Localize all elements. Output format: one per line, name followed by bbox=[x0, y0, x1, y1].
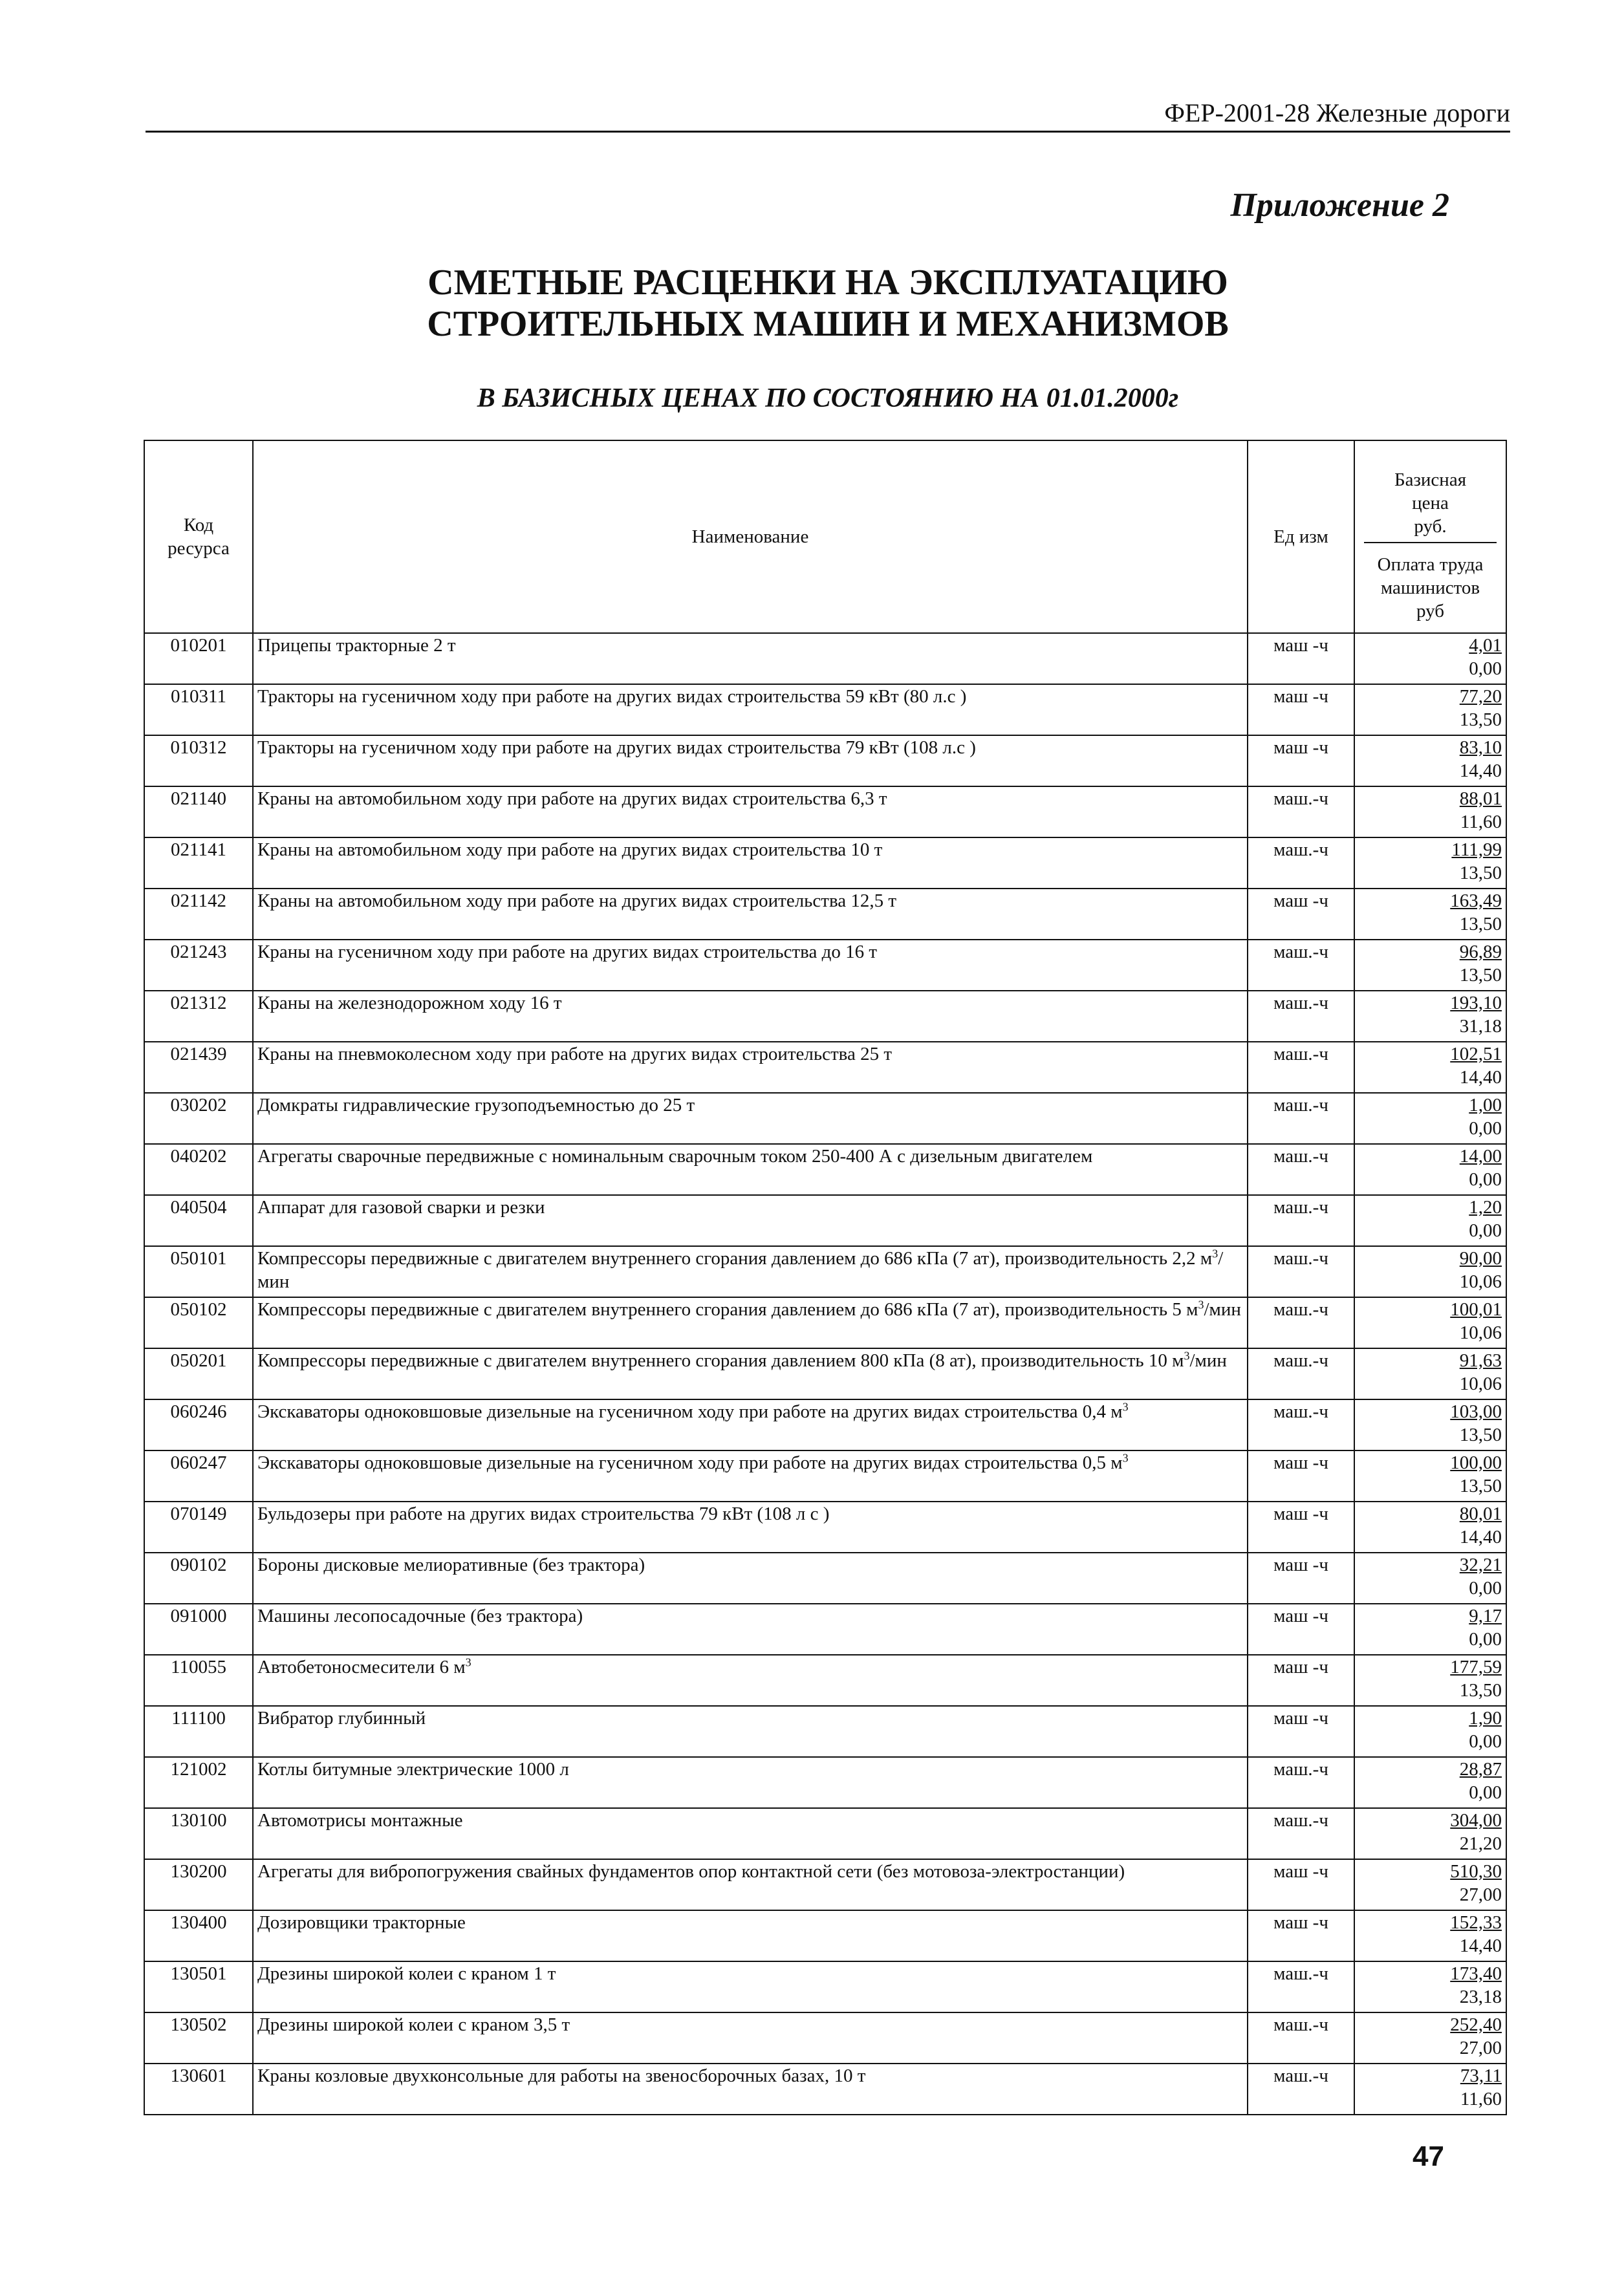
operator-labor-cost: 10,06 bbox=[1459, 1271, 1502, 1292]
resource-unit: маш.-ч bbox=[1248, 2064, 1354, 2115]
resource-name-text: Дрезины широкой колеи с краном 1 т bbox=[257, 1963, 556, 1984]
resource-name bbox=[253, 1706, 1248, 1757]
resource-price bbox=[1354, 889, 1506, 940]
base-price: 90,00 bbox=[1459, 1248, 1502, 1269]
resource-code: 060246 bbox=[144, 1399, 253, 1450]
resource-unit: маш.-ч bbox=[1248, 1808, 1354, 1859]
resource-price bbox=[1354, 1859, 1506, 1910]
resource-name-superscript: 3 bbox=[1184, 1349, 1190, 1363]
base-price: 1,20 bbox=[1469, 1197, 1502, 1218]
resource-price bbox=[1354, 940, 1506, 991]
resource-code: 030202 bbox=[144, 1093, 253, 1144]
column-header-price bbox=[1354, 440, 1506, 633]
resource-code: 010311 bbox=[144, 684, 253, 735]
base-price: 510,30 bbox=[1450, 1861, 1502, 1882]
resource-name bbox=[253, 940, 1248, 991]
resource-name bbox=[253, 889, 1248, 940]
resource-code: 130601 bbox=[144, 2064, 253, 2115]
resource-code: 010201 bbox=[144, 633, 253, 684]
base-price: 252,40 bbox=[1450, 2014, 1502, 2035]
resource-name-text: Компрессоры передвижные с двигателем внутреннего сгорания давлением до 686 кПа (7 ат), производительность 5 м bbox=[257, 1299, 1198, 1320]
resource-name bbox=[253, 991, 1248, 1042]
operator-labor-cost: 31,18 bbox=[1459, 1016, 1502, 1037]
resource-code: 050102 bbox=[144, 1297, 253, 1348]
base-price: 9,17 bbox=[1469, 1606, 1502, 1626]
resource-price bbox=[1354, 1450, 1506, 1502]
table-row bbox=[144, 1348, 1506, 1399]
operator-labor-cost: 21,20 bbox=[1459, 1833, 1502, 1854]
base-price: 1,90 bbox=[1469, 1708, 1502, 1729]
table-row bbox=[144, 1553, 1506, 1604]
operator-labor-cost: 14,40 bbox=[1459, 1527, 1502, 1547]
operator-labor-cost: 0,00 bbox=[1469, 1220, 1502, 1241]
base-price: 83,10 bbox=[1459, 737, 1502, 758]
resource-code: 021141 bbox=[144, 837, 253, 889]
base-price: 80,01 bbox=[1459, 1504, 1502, 1524]
base-price: 14,00 bbox=[1459, 1146, 1502, 1167]
resource-price bbox=[1354, 1706, 1506, 1757]
resource-name bbox=[253, 684, 1248, 735]
resource-price bbox=[1354, 1297, 1506, 1348]
resource-price bbox=[1354, 735, 1506, 786]
resource-unit: маш -ч bbox=[1248, 633, 1354, 684]
resource-name-text: Бульдозеры при работе на других видах строительства 79 кВт (108 л с ) bbox=[257, 1504, 830, 1524]
resource-unit: маш -ч bbox=[1248, 684, 1354, 735]
resource-name-text: Прицепы тракторные 2 т bbox=[257, 635, 456, 656]
base-price: 111,99 bbox=[1451, 839, 1502, 860]
resource-name bbox=[253, 1604, 1248, 1655]
table-row bbox=[144, 837, 1506, 889]
running-header: ФЕР-2001-28 Железные дороги bbox=[146, 97, 1510, 133]
resource-price bbox=[1354, 1195, 1506, 1246]
operator-labor-cost: 0,00 bbox=[1469, 1782, 1502, 1803]
resource-unit: маш -ч bbox=[1248, 1604, 1354, 1655]
resource-unit: маш -ч bbox=[1248, 889, 1354, 940]
resource-price bbox=[1354, 1144, 1506, 1195]
title-line-2: СТРОИТЕЛЬНЫХ МАШИН И МЕХАНИЗМОВ bbox=[427, 304, 1229, 344]
resource-code: 110055 bbox=[144, 1655, 253, 1706]
resource-name-superscript: 3 bbox=[1122, 1400, 1129, 1414]
resource-price bbox=[1354, 2064, 1506, 2115]
resource-name-superscript: 3 bbox=[1122, 1451, 1129, 1465]
table-header-row bbox=[144, 440, 1506, 633]
resource-price bbox=[1354, 1553, 1506, 1604]
resource-price bbox=[1354, 786, 1506, 837]
base-price: 77,20 bbox=[1459, 686, 1502, 707]
resource-name bbox=[253, 735, 1248, 786]
appendix-label: Приложение 2 bbox=[1230, 187, 1449, 224]
base-price: 96,89 bbox=[1459, 942, 1502, 962]
table-row bbox=[144, 735, 1506, 786]
resource-name-unit-tail: /мин bbox=[1189, 1350, 1227, 1371]
resource-name-text: Краны на пневмоколесном ходу при работе на других видах строительства 25 т bbox=[257, 1044, 893, 1064]
price-header-base: Базисная цена руб. bbox=[1364, 441, 1497, 543]
resource-name-text: Автомотрисы монтажные bbox=[257, 1810, 463, 1831]
table-row bbox=[144, 1450, 1506, 1502]
resource-unit: маш -ч bbox=[1248, 1655, 1354, 1706]
resource-unit: маш.-ч bbox=[1248, 1246, 1354, 1297]
operator-labor-cost: 13,50 bbox=[1459, 863, 1502, 883]
resource-code: 130100 bbox=[144, 1808, 253, 1859]
table-row bbox=[144, 1042, 1506, 1093]
operator-labor-cost: 13,50 bbox=[1459, 709, 1502, 730]
resource-unit: маш.-ч bbox=[1248, 2012, 1354, 2064]
operator-labor-cost: 14,40 bbox=[1459, 1935, 1502, 1956]
resource-code: 090102 bbox=[144, 1553, 253, 1604]
base-price: 88,01 bbox=[1459, 788, 1502, 809]
resource-name-text: Экскаваторы одноковшовые дизельные на гусеничном ходу при работе на других видах строительства 0,4 м bbox=[257, 1401, 1123, 1422]
resource-unit: маш.-ч bbox=[1248, 1348, 1354, 1399]
resource-unit: маш -ч bbox=[1248, 1910, 1354, 1961]
resource-name bbox=[253, 1195, 1248, 1246]
operator-labor-cost: 14,40 bbox=[1459, 1067, 1502, 1088]
resource-code: 111100 bbox=[144, 1706, 253, 1757]
resource-name-text: Вибратор глубинный bbox=[257, 1708, 426, 1729]
table-row bbox=[144, 1195, 1506, 1246]
resource-name-text: Тракторы на гусеничном ходу при работе на других видах строительства 79 кВт (108 л.с ) bbox=[257, 737, 976, 758]
table-row bbox=[144, 1604, 1506, 1655]
resource-name bbox=[253, 1246, 1248, 1297]
resource-price bbox=[1354, 1604, 1506, 1655]
resource-code: 021142 bbox=[144, 889, 253, 940]
resource-name bbox=[253, 2012, 1248, 2064]
resource-price bbox=[1354, 837, 1506, 889]
resource-name-text: Автобетоносмесители 6 м bbox=[257, 1657, 466, 1677]
resource-price bbox=[1354, 1757, 1506, 1808]
document-subtitle: В БАЗИСНЫХ ЦЕНАХ ПО СОСТОЯНИЮ НА 01.01.2000г bbox=[477, 383, 1179, 413]
operator-labor-cost: 13,50 bbox=[1459, 1476, 1502, 1496]
resource-name bbox=[253, 1093, 1248, 1144]
table-body bbox=[144, 633, 1506, 2115]
operator-labor-cost: 13,50 bbox=[1459, 1425, 1502, 1445]
resource-price bbox=[1354, 1399, 1506, 1450]
operator-labor-cost: 13,50 bbox=[1459, 965, 1502, 986]
operator-labor-cost: 11,60 bbox=[1460, 2089, 1502, 2109]
operator-labor-cost: 14,40 bbox=[1459, 760, 1502, 781]
base-price: 173,40 bbox=[1450, 1963, 1502, 1984]
operator-labor-cost: 0,00 bbox=[1469, 1169, 1502, 1190]
resource-name-text: Агрегаты сварочные передвижные с номинальным сварочным током 250-400 А с дизельным двигателем bbox=[257, 1146, 1093, 1167]
table-row bbox=[144, 1910, 1506, 1961]
resource-code: 021140 bbox=[144, 786, 253, 837]
base-price: 102,51 bbox=[1450, 1044, 1502, 1064]
resource-name bbox=[253, 1297, 1248, 1348]
resource-unit: маш -ч bbox=[1248, 1706, 1354, 1757]
operator-labor-cost: 13,50 bbox=[1459, 914, 1502, 934]
table-row bbox=[144, 2064, 1506, 2115]
table-row bbox=[144, 940, 1506, 991]
base-price: 103,00 bbox=[1450, 1401, 1502, 1422]
resource-name-superscript: 3 bbox=[1212, 1247, 1218, 1260]
table-row bbox=[144, 1808, 1506, 1859]
resource-unit: маш -ч bbox=[1248, 1450, 1354, 1502]
resource-price bbox=[1354, 1502, 1506, 1553]
page-number: 47 bbox=[1413, 2140, 1444, 2172]
table-row bbox=[144, 1399, 1506, 1450]
base-price: 1,00 bbox=[1469, 1095, 1502, 1116]
resource-name-unit-tail: /мин bbox=[1204, 1299, 1241, 1320]
resource-name-text: Машины лесопосадочные (без трактора) bbox=[257, 1606, 583, 1626]
resource-code: 040202 bbox=[144, 1144, 253, 1195]
resource-code: 060247 bbox=[144, 1450, 253, 1502]
table-row bbox=[144, 633, 1506, 684]
operator-labor-cost: 0,00 bbox=[1469, 1118, 1502, 1139]
base-price: 100,00 bbox=[1450, 1452, 1502, 1473]
resource-unit: маш.-ч bbox=[1248, 1297, 1354, 1348]
resource-code: 121002 bbox=[144, 1757, 253, 1808]
resource-name-text: Бороны дисковые мелиоративные (без трактора) bbox=[257, 1555, 645, 1575]
resource-unit: маш -ч bbox=[1248, 1553, 1354, 1604]
resource-name-text: Агрегаты для вибропогружения свайных фундаментов опор контактной сети (без мотовоза-электростанции) bbox=[257, 1861, 1125, 1882]
resource-name-text: Краны на железнодорожном ходу 16 т bbox=[257, 993, 562, 1013]
base-price: 152,33 bbox=[1450, 1912, 1502, 1933]
resource-unit: маш.-ч bbox=[1248, 837, 1354, 889]
resource-code: 021312 bbox=[144, 991, 253, 1042]
operator-labor-cost: 11,60 bbox=[1460, 812, 1502, 832]
table-row bbox=[144, 991, 1506, 1042]
table-row bbox=[144, 786, 1506, 837]
resource-unit: маш.-ч bbox=[1248, 940, 1354, 991]
operator-labor-cost: 10,06 bbox=[1459, 1374, 1502, 1394]
base-price: 28,87 bbox=[1459, 1759, 1502, 1780]
base-price: 32,21 bbox=[1459, 1555, 1502, 1575]
resource-unit: маш.-ч bbox=[1248, 1399, 1354, 1450]
resource-name-text: Домкраты гидравлические грузоподъемностью до 25 т bbox=[257, 1095, 695, 1116]
resource-code: 091000 bbox=[144, 1604, 253, 1655]
resource-name-unit-tail: /мин bbox=[257, 1248, 1224, 1292]
table-row bbox=[144, 2012, 1506, 2064]
resource-name-text: Тракторы на гусеничном ходу при работе на других видах строительства 59 кВт (80 л.с ) bbox=[257, 686, 967, 707]
resource-name bbox=[253, 1910, 1248, 1961]
resource-name-superscript: 3 bbox=[465, 1655, 471, 1669]
resource-name-text: Краны козловые двухконсольные для работы на звеносборочных базах, 10 т bbox=[257, 2065, 866, 2086]
resource-price bbox=[1354, 1348, 1506, 1399]
resource-price bbox=[1354, 633, 1506, 684]
base-price: 100,01 bbox=[1450, 1299, 1502, 1320]
base-price: 193,10 bbox=[1450, 993, 1502, 1013]
resource-name bbox=[253, 1553, 1248, 1604]
resource-name-text: Краны на автомобильном ходу при работе на других видах строительства 12,5 т bbox=[257, 890, 897, 911]
resource-name bbox=[253, 1502, 1248, 1553]
resource-code: 130200 bbox=[144, 1859, 253, 1910]
resource-unit: маш.-ч bbox=[1248, 1195, 1354, 1246]
resource-code: 130501 bbox=[144, 1961, 253, 2012]
table-row bbox=[144, 1297, 1506, 1348]
base-price: 73,11 bbox=[1460, 2065, 1502, 2086]
resource-name bbox=[253, 2064, 1248, 2115]
resource-name-text: Дрезины широкой колеи с краном 3,5 т bbox=[257, 2014, 570, 2035]
base-price: 177,59 bbox=[1450, 1657, 1502, 1677]
table-row bbox=[144, 1246, 1506, 1297]
resource-name-text: Дозировщики тракторные bbox=[257, 1912, 466, 1933]
resource-unit: маш.-ч bbox=[1248, 1093, 1354, 1144]
base-price: 4,01 bbox=[1469, 635, 1502, 656]
resource-price bbox=[1354, 2012, 1506, 2064]
resource-name bbox=[253, 1859, 1248, 1910]
resource-name bbox=[253, 1348, 1248, 1399]
resource-name bbox=[253, 1042, 1248, 1093]
table-row bbox=[144, 1706, 1506, 1757]
table-row bbox=[144, 1093, 1506, 1144]
resource-name-text: Краны на гусеничном ходу при работе на других видах строительства до 16 т bbox=[257, 942, 878, 962]
title-line-1: СМЕТНЫЕ РАСЦЕНКИ НА ЭКСПЛУАТАЦИЮ bbox=[428, 263, 1228, 303]
resource-name bbox=[253, 1655, 1248, 1706]
resource-unit: маш.-ч bbox=[1248, 1144, 1354, 1195]
resource-price bbox=[1354, 1246, 1506, 1297]
resource-code: 050101 bbox=[144, 1246, 253, 1297]
operator-labor-cost: 27,00 bbox=[1459, 2038, 1502, 2058]
resource-price bbox=[1354, 1093, 1506, 1144]
resource-unit: маш.-ч bbox=[1248, 1757, 1354, 1808]
price-header-labor: Оплата труда машинистов руб bbox=[1377, 554, 1484, 621]
operator-labor-cost: 0,00 bbox=[1469, 1578, 1502, 1599]
resource-name bbox=[253, 1450, 1248, 1502]
resource-unit: маш.-ч bbox=[1248, 1042, 1354, 1093]
resource-name-text: Компрессоры передвижные с двигателем внутреннего сгорания давлением до 686 кПа (7 ат), производительность 2,2 м bbox=[257, 1248, 1213, 1269]
base-price: 304,00 bbox=[1450, 1810, 1502, 1831]
column-header-name: Наименование bbox=[253, 440, 1248, 633]
resource-unit: маш -ч bbox=[1248, 735, 1354, 786]
document-title bbox=[146, 262, 1510, 345]
table-row bbox=[144, 1757, 1506, 1808]
operator-labor-cost: 10,06 bbox=[1459, 1322, 1502, 1343]
resource-code: 021243 bbox=[144, 940, 253, 991]
resource-price bbox=[1354, 1910, 1506, 1961]
resource-name bbox=[253, 786, 1248, 837]
resource-price bbox=[1354, 1961, 1506, 2012]
table-row bbox=[144, 1961, 1506, 2012]
resource-name bbox=[253, 1961, 1248, 2012]
table-row bbox=[144, 1859, 1506, 1910]
resource-name bbox=[253, 1144, 1248, 1195]
table-row bbox=[144, 1144, 1506, 1195]
resource-name bbox=[253, 1808, 1248, 1859]
resource-name bbox=[253, 1757, 1248, 1808]
resource-name bbox=[253, 837, 1248, 889]
resource-price bbox=[1354, 1655, 1506, 1706]
table-row bbox=[144, 889, 1506, 940]
resource-name bbox=[253, 1399, 1248, 1450]
resource-name-text: Компрессоры передвижные с двигателем внутреннего сгорания давлением 800 кПа (8 ат), производительность 10 м bbox=[257, 1350, 1184, 1371]
resource-code: 010312 bbox=[144, 735, 253, 786]
operator-labor-cost: 13,50 bbox=[1459, 1680, 1502, 1701]
resource-code: 130502 bbox=[144, 2012, 253, 2064]
operator-labor-cost: 27,00 bbox=[1459, 1884, 1502, 1905]
operator-labor-cost: 23,18 bbox=[1459, 1987, 1502, 2007]
resource-name bbox=[253, 633, 1248, 684]
resource-name-text: Аппарат для газовой сварки и резки bbox=[257, 1197, 545, 1218]
resource-code: 130400 bbox=[144, 1910, 253, 1961]
resource-price bbox=[1354, 1042, 1506, 1093]
resource-code: 021439 bbox=[144, 1042, 253, 1093]
resource-unit: маш.-ч bbox=[1248, 1961, 1354, 2012]
operator-labor-cost: 0,00 bbox=[1469, 658, 1502, 679]
resource-price bbox=[1354, 1808, 1506, 1859]
resource-name-text: Краны на автомобильном ходу при работе на других видах строительства 10 т bbox=[257, 839, 883, 860]
table-row bbox=[144, 684, 1506, 735]
resource-name-text: Краны на автомобильном ходу при работе на других видах строительства 6,3 т bbox=[257, 788, 887, 809]
resource-code: 040504 bbox=[144, 1195, 253, 1246]
table-row bbox=[144, 1502, 1506, 1553]
resource-price bbox=[1354, 991, 1506, 1042]
resource-code: 050201 bbox=[144, 1348, 253, 1399]
resource-unit: маш -ч bbox=[1248, 1502, 1354, 1553]
resource-unit: маш.-ч bbox=[1248, 786, 1354, 837]
resource-unit: маш.-ч bbox=[1248, 991, 1354, 1042]
base-price: 91,63 bbox=[1459, 1350, 1502, 1371]
resource-price bbox=[1354, 684, 1506, 735]
rates-table bbox=[144, 440, 1507, 2115]
resource-unit: маш -ч bbox=[1248, 1859, 1354, 1910]
base-price: 163,49 bbox=[1450, 890, 1502, 911]
table-row bbox=[144, 1655, 1506, 1706]
resource-name-text: Котлы битумные электрические 1000 л bbox=[257, 1759, 569, 1780]
resource-code: 070149 bbox=[144, 1502, 253, 1553]
column-header-code: Код ресурса bbox=[144, 440, 253, 633]
column-header-unit: Ед изм bbox=[1248, 440, 1354, 633]
resource-name-superscript: 3 bbox=[1198, 1298, 1204, 1311]
resource-name-text: Экскаваторы одноковшовые дизельные на гусеничном ходу при работе на других видах строительства 0,5 м bbox=[257, 1452, 1123, 1473]
operator-labor-cost: 0,00 bbox=[1469, 1731, 1502, 1752]
operator-labor-cost: 0,00 bbox=[1469, 1629, 1502, 1650]
